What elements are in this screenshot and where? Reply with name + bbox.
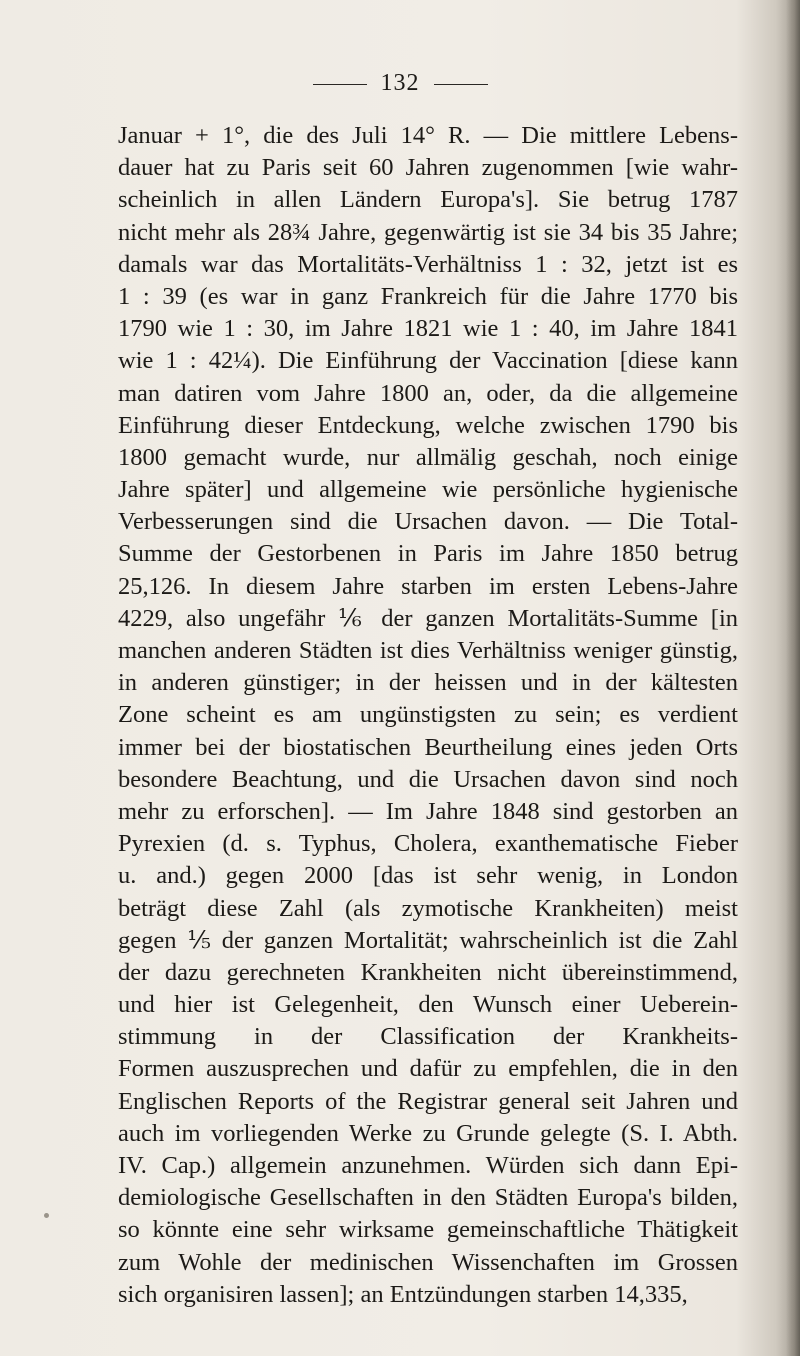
text-line: man datiren vom Jahre 1800 an, oder, da die allgemeine bbox=[118, 379, 738, 407]
text-line: Formen auszusprechen und dafür zu empfehlen, die in den bbox=[118, 1055, 738, 1083]
header-rule-right bbox=[434, 84, 488, 85]
text-line: demiologische Gesellschaften in den Städten Europa's bilden, bbox=[118, 1184, 738, 1212]
text-line: beträgt diese Zahl (als zymotische Krankheiten) meist bbox=[118, 894, 738, 922]
text-line: und hier ist Gelegenheit, den Wunsch einer Ueberein- bbox=[118, 991, 738, 1019]
text-line: scheinlich in allen Ländern Europa's]. Sie betrug 1787 bbox=[118, 186, 738, 214]
text-line: damals war das Mortalitäts-Verhältniss 1 : 32, jetzt ist es bbox=[118, 250, 738, 278]
text-line: mehr zu erforschen]. — Im Jahre 1848 sind gestorben an bbox=[118, 797, 738, 825]
text-line: Englischen Reports of the Registrar general seit Jahren und bbox=[118, 1087, 738, 1115]
text-line: wie 1 : 42¼). Die Einführung der Vaccination [diese kann bbox=[118, 347, 738, 375]
text-line: u. and.) gegen 2000 [das ist sehr wenig, in London bbox=[118, 862, 738, 890]
text-line: Verbesserungen sind die Ursachen davon. — Die Total- bbox=[118, 508, 738, 536]
text-line: 1790 wie 1 : 30, im Jahre 1821 wie 1 : 40, im Jahre 1841 bbox=[118, 315, 738, 343]
text-line: 1 : 39 (es war in ganz Frankreich für die Jahre 1770 bis bbox=[118, 282, 738, 310]
text-line: manchen anderen Städten ist dies Verhältniss weniger günstig, bbox=[118, 637, 738, 664]
text-line: Summe der Gestorbenen in Paris im Jahre 1850 betrug bbox=[118, 540, 738, 568]
text-line: so könnte eine sehr wirksame gemeinschaftliche Thätigkeit bbox=[118, 1216, 738, 1244]
text-line: 25,126. In diesem Jahre starben im ersten Lebens-Jahre bbox=[118, 572, 738, 600]
text-line: besondere Beachtung, und die Ursachen davon sind noch bbox=[118, 765, 738, 793]
text-line: immer bei der biostatischen Beurtheilung eines jeden Orts bbox=[118, 733, 738, 761]
text-line: 1800 gemacht wurde, nur allmälig geschah, noch einige bbox=[118, 443, 738, 471]
text-line: Pyrexien (d. s. Typhus, Cholera, exanthematische Fieber bbox=[118, 830, 738, 858]
text-line: der dazu gerechneten Krankheiten nicht übereinstimmend, bbox=[118, 958, 738, 986]
text-line: Einführung dieser Entdeckung, welche zwischen 1790 bis bbox=[118, 411, 738, 439]
text-line: Zone scheint es am ungünstigsten zu sein; es verdient bbox=[118, 701, 738, 729]
text-line: auch im vorliegenden Werke zu Grunde gelegte (S. I. Abth. bbox=[118, 1119, 738, 1147]
text-line: sich organisiren lassen]; an Entzündungen starben 14,335, bbox=[118, 1280, 688, 1308]
text-line: in anderen günstiger; in der heissen und in der kältesten bbox=[118, 669, 738, 697]
text-line: Jahre später] und allgemeine wie persönliche hygienische bbox=[118, 476, 738, 504]
text-line: dauer hat zu Paris seit 60 Jahren zugenommen [wie wahr- bbox=[118, 154, 738, 182]
body-text bbox=[118, 120, 738, 1311]
page-number: 132 bbox=[380, 70, 420, 96]
text-line: 4229, also ungefähr ⅙ der ganzen Mortalitäts-Summe [in bbox=[118, 604, 738, 632]
text-line: IV. Cap.) allgemein anzunehmen. Würden sich dann Epi- bbox=[118, 1152, 738, 1179]
text-line: stimmung in der Classification der Krankheits- bbox=[118, 1023, 738, 1051]
text-line: zum Wohle der medinischen Wissenchaften im Grossen bbox=[118, 1248, 738, 1276]
text-line: nicht mehr als 28¾ Jahre, gegenwärtig ist sie 34 bis 35 Jahre; bbox=[118, 218, 738, 246]
page-header bbox=[0, 70, 800, 97]
text-line: gegen ⅕ der ganzen Mortalität; wahrscheinlich ist die Zahl bbox=[118, 926, 738, 954]
header-rule-left bbox=[313, 84, 367, 85]
page-edge-shadow bbox=[786, 0, 800, 1356]
text-line: Januar + 1°, die des Juli 14° R. — Die mittlere Lebens- bbox=[118, 122, 738, 149]
paper-fleck bbox=[44, 1213, 49, 1218]
